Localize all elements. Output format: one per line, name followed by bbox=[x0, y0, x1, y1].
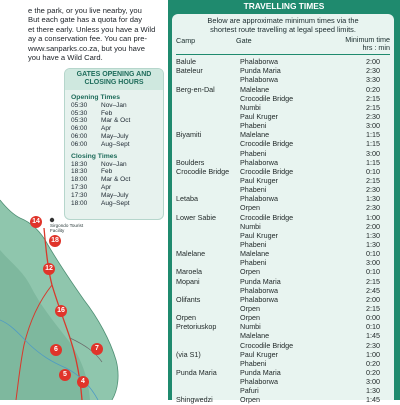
time-cell: 2:15 bbox=[366, 176, 380, 186]
time-cell: 1:30 bbox=[366, 194, 380, 204]
gate-cell: Malelane bbox=[240, 130, 270, 140]
months-value: Mar & Oct bbox=[101, 117, 131, 125]
intro-line: you have a Wild Card. bbox=[28, 53, 103, 63]
opening-heading: Opening Times bbox=[71, 93, 120, 101]
table-row bbox=[176, 103, 390, 112]
gate-cell: Phalaborwa bbox=[240, 294, 278, 304]
time-value: 17:30 bbox=[71, 183, 88, 191]
time-value: 06:00 bbox=[71, 133, 88, 140]
time-cell: 1:15 bbox=[366, 130, 380, 140]
months-value: Aug–Sept bbox=[101, 140, 130, 148]
opening-row bbox=[71, 110, 163, 118]
time-cell: 1:15 bbox=[366, 157, 380, 167]
table-row bbox=[176, 331, 390, 340]
gates-title-line: GATES OPENING AND bbox=[76, 71, 152, 78]
route-marker: 12 bbox=[43, 263, 55, 275]
time-cell: 2:30 bbox=[366, 340, 380, 350]
camp-cell: Mopani bbox=[176, 276, 200, 286]
gate-cell: Phalaborwa bbox=[240, 75, 278, 85]
table-row bbox=[176, 194, 390, 203]
time-cell: 2:00 bbox=[366, 57, 380, 67]
time-value: 05:30 bbox=[71, 101, 88, 109]
camp-cell: Crocodile Bridge bbox=[176, 166, 230, 176]
table-row bbox=[176, 57, 390, 66]
table-row bbox=[176, 203, 390, 212]
travelling-times-panel bbox=[168, 0, 400, 405]
closing-row bbox=[71, 200, 163, 208]
table-row bbox=[176, 112, 390, 121]
gates-hours-panel bbox=[64, 68, 164, 220]
gate-cell: Crocodile Bridge bbox=[240, 166, 294, 176]
table-row bbox=[176, 258, 390, 267]
gate-cell: Malelane bbox=[240, 84, 270, 94]
description-line: shortest route travelling at legal speed limits. bbox=[210, 24, 356, 34]
camp-cell: Berg-en-Dal bbox=[176, 84, 215, 94]
table-row bbox=[176, 249, 390, 258]
gate-cell: Orpen bbox=[240, 303, 260, 313]
camp-cell bbox=[176, 231, 240, 240]
camp-cell bbox=[176, 112, 240, 121]
time-cell: 2:15 bbox=[366, 102, 380, 112]
gate-cell: Orpen bbox=[240, 267, 260, 277]
gate-cell: Paul Kruger bbox=[240, 112, 278, 122]
table-row bbox=[176, 121, 390, 130]
closing-heading: Closing Times bbox=[71, 152, 118, 160]
gate-cell: Phalaborwa bbox=[240, 194, 278, 204]
table-row bbox=[176, 231, 390, 240]
gate-cell: Orpen bbox=[240, 313, 260, 323]
route-marker: 7 bbox=[91, 343, 103, 355]
gate-cell: Crocodile Bridge bbox=[240, 93, 294, 103]
table-row bbox=[176, 176, 390, 185]
camp-cell: Letaba bbox=[176, 194, 198, 204]
table-row bbox=[176, 286, 390, 295]
gate-cell: Pafuri bbox=[240, 386, 259, 396]
travelling-times-description bbox=[176, 17, 390, 34]
camp-cell bbox=[176, 149, 240, 158]
closing-row bbox=[71, 176, 163, 184]
time-value: 06:00 bbox=[71, 140, 88, 148]
camp-cell: Punda Maria bbox=[176, 367, 217, 377]
time-cell: 2:45 bbox=[366, 285, 380, 295]
gates-title-line: CLOSING HOURS bbox=[84, 79, 144, 87]
camp-cell: Malelane bbox=[176, 249, 206, 259]
route-marker: 16 bbox=[55, 305, 67, 317]
time-cell: 1:00 bbox=[366, 349, 380, 359]
table-row bbox=[176, 386, 390, 395]
camp-cell bbox=[176, 176, 240, 185]
gate-cell: Phalaborwa bbox=[240, 57, 278, 67]
time-cell: 2:00 bbox=[366, 221, 380, 231]
time-cell: 3:00 bbox=[366, 121, 380, 131]
months-value: Feb bbox=[101, 168, 113, 176]
camp-cell bbox=[176, 203, 240, 212]
table-row bbox=[176, 368, 390, 377]
gate-cell: Phabeni bbox=[240, 121, 267, 131]
gate-cell: Paul Kruger bbox=[240, 176, 278, 186]
gate-cell: Phabeni bbox=[240, 148, 267, 158]
table-row bbox=[176, 277, 390, 286]
table-row bbox=[176, 295, 390, 304]
table-row bbox=[176, 222, 390, 231]
camp-cell: Pretoriuskop bbox=[176, 322, 217, 332]
camp-cell bbox=[176, 139, 240, 148]
time-cell: 2:30 bbox=[366, 66, 380, 76]
tourist-facility-marker bbox=[50, 218, 54, 222]
months-value: Nov–Jan bbox=[101, 160, 127, 168]
gate-cell: Crocodile Bridge bbox=[240, 139, 294, 149]
time-cell: 2:15 bbox=[366, 276, 380, 286]
table-row bbox=[176, 158, 390, 167]
time-cell: 1:30 bbox=[366, 230, 380, 240]
camp-cell: Orpen bbox=[176, 313, 196, 323]
table-row bbox=[176, 75, 390, 84]
camp-cell bbox=[176, 377, 240, 386]
gate-cell: Phabeni bbox=[240, 358, 267, 368]
gate-cell: Punda Maria bbox=[240, 367, 281, 377]
closing-row bbox=[71, 168, 163, 176]
gate-cell: Punda Maria bbox=[240, 276, 281, 286]
table-row bbox=[176, 185, 390, 194]
time-cell: 1:30 bbox=[366, 386, 380, 396]
tourist-facility-label: Sirgondo Tourist Facility bbox=[50, 223, 84, 234]
gate-cell: Phabeni bbox=[240, 240, 267, 249]
route-marker: 4 bbox=[77, 376, 89, 388]
months-value: Aug–Sept bbox=[101, 199, 130, 207]
closing-row bbox=[71, 161, 163, 169]
gate-cell: Punda Maria bbox=[240, 66, 281, 76]
time-cell: 1:00 bbox=[366, 212, 380, 222]
header-time-line: Minimum time bbox=[345, 35, 390, 45]
table-row bbox=[176, 167, 390, 176]
time-cell: 2:00 bbox=[366, 294, 380, 304]
time-cell: 1:45 bbox=[366, 331, 380, 341]
gate-cell: Orpen bbox=[240, 203, 260, 213]
gate-cell: Phabeni bbox=[240, 185, 267, 195]
table-row bbox=[176, 377, 390, 386]
time-cell: 3:30 bbox=[366, 75, 380, 85]
months-value: May–July bbox=[101, 133, 129, 140]
time-cell: 3:00 bbox=[366, 258, 380, 268]
closing-row bbox=[71, 192, 163, 200]
table-row bbox=[176, 139, 390, 148]
table-row bbox=[176, 350, 390, 359]
time-value: 06:00 bbox=[71, 125, 88, 133]
camp-cell bbox=[176, 359, 240, 368]
time-value: 18:00 bbox=[71, 176, 88, 184]
table-header bbox=[176, 36, 390, 55]
months-value: Nov–Jan bbox=[101, 101, 127, 109]
gate-cell: Malelane bbox=[240, 331, 270, 341]
intro-paragraph bbox=[28, 6, 160, 62]
travelling-times-title: TRAVELLING TIMES bbox=[243, 1, 325, 11]
time-cell: 1:15 bbox=[366, 139, 380, 149]
table-row bbox=[176, 341, 390, 350]
camp-cell bbox=[176, 185, 240, 194]
camp-cell: (via S1) bbox=[176, 349, 201, 359]
time-cell: 3:00 bbox=[366, 377, 380, 387]
opening-row bbox=[71, 117, 163, 125]
camp-cell: Olifants bbox=[176, 294, 201, 304]
gate-cell: Numbi bbox=[240, 221, 261, 231]
opening-row bbox=[71, 102, 163, 110]
table-row bbox=[176, 130, 390, 139]
header-time bbox=[328, 36, 390, 52]
months-value: May–July bbox=[101, 191, 129, 199]
table-row bbox=[176, 213, 390, 222]
time-cell: 1:45 bbox=[366, 395, 380, 405]
camp-cell: Lower Sabie bbox=[176, 212, 216, 222]
gate-cell: Crocodile Bridge bbox=[240, 212, 294, 222]
camp-cell bbox=[176, 258, 240, 267]
intro-line: et there early. Unless you have a Wild bbox=[28, 24, 156, 34]
time-value: 18:30 bbox=[71, 160, 88, 168]
camp-cell: Boulders bbox=[176, 157, 205, 167]
camp-cell bbox=[176, 331, 240, 340]
opening-row bbox=[71, 125, 163, 133]
header-time-line: hrs : min bbox=[362, 43, 390, 53]
camp-cell: Bateleur bbox=[176, 66, 203, 76]
time-cell: 2:15 bbox=[366, 93, 380, 103]
gate-cell: Numbi bbox=[240, 322, 261, 332]
time-cell: 0:10 bbox=[366, 166, 380, 176]
table-row bbox=[176, 322, 390, 331]
table-row bbox=[176, 267, 390, 276]
time-cell: 2:30 bbox=[366, 112, 380, 122]
route-marker: 5 bbox=[59, 369, 71, 381]
camp-cell bbox=[176, 286, 240, 295]
intro-line: But each gate has a quota for day bbox=[28, 15, 142, 25]
route-marker: 18 bbox=[49, 235, 61, 247]
time-cell: 0:20 bbox=[366, 367, 380, 377]
months-value: Apr bbox=[101, 125, 112, 133]
intro-line: www.sanparks.co.za, but you have bbox=[28, 43, 145, 53]
description-line: Below are approximate minimum times via the bbox=[207, 16, 359, 25]
table-row bbox=[176, 85, 390, 94]
camp-cell bbox=[176, 304, 240, 313]
intro-line: e the park, or you live nearby, you bbox=[28, 6, 142, 15]
table-row bbox=[176, 149, 390, 158]
gate-cell: Phabeni bbox=[240, 258, 267, 268]
time-cell: 0:00 bbox=[366, 313, 380, 323]
camp-cell: Biyamiti bbox=[176, 130, 202, 140]
time-value: 18:00 bbox=[71, 199, 88, 207]
time-cell: 0:20 bbox=[366, 358, 380, 368]
time-cell: 0:10 bbox=[366, 322, 380, 332]
closing-row bbox=[71, 184, 163, 192]
time-cell: 0:10 bbox=[366, 267, 380, 277]
travel-times-table bbox=[176, 57, 390, 404]
table-row bbox=[176, 304, 390, 313]
gate-cell: Phalaborwa bbox=[240, 377, 278, 387]
header-camp: Camp bbox=[176, 36, 196, 46]
gate-cell: Malelane bbox=[240, 249, 270, 259]
time-cell: 2:30 bbox=[366, 203, 380, 213]
time-cell: 2:15 bbox=[366, 303, 380, 313]
camp-cell bbox=[176, 386, 240, 395]
time-cell: 3:00 bbox=[366, 148, 380, 158]
time-value: 05:30 bbox=[71, 109, 88, 117]
camp-cell bbox=[176, 75, 240, 84]
gate-cell: Paul Kruger bbox=[240, 349, 278, 359]
table-row bbox=[176, 66, 390, 75]
gate-cell: Orpen bbox=[240, 395, 260, 405]
gates-panel-title bbox=[65, 69, 163, 90]
camp-cell bbox=[176, 240, 240, 249]
route-marker: 14 bbox=[30, 216, 42, 228]
travelling-times-body bbox=[172, 14, 394, 405]
gate-cell: Paul Kruger bbox=[240, 230, 278, 240]
gate-cell: Phalaborwa bbox=[240, 285, 278, 295]
opening-row bbox=[71, 133, 163, 141]
time-value: 18:30 bbox=[71, 168, 88, 176]
time-cell: 2:30 bbox=[366, 185, 380, 195]
table-row bbox=[176, 313, 390, 322]
camp-cell bbox=[176, 121, 240, 130]
camp-cell: Maroela bbox=[176, 267, 202, 277]
months-value: Apr bbox=[101, 183, 112, 191]
camp-cell bbox=[176, 222, 240, 231]
gate-cell: Crocodile Bridge bbox=[240, 340, 294, 350]
table-row bbox=[176, 359, 390, 368]
gate-cell: Numbi bbox=[240, 102, 261, 112]
months-value: Mar & Oct bbox=[101, 176, 131, 184]
time-cell: 1:30 bbox=[366, 240, 380, 249]
table-row bbox=[176, 240, 390, 249]
route-marker: 6 bbox=[50, 344, 62, 356]
time-cell: 0:20 bbox=[366, 84, 380, 94]
opening-row bbox=[71, 141, 163, 149]
header-gate: Gate bbox=[236, 36, 252, 46]
intro-line: ay a conservation fee. You can pre- bbox=[28, 34, 148, 44]
time-cell: 0:10 bbox=[366, 249, 380, 259]
gate-cell: Phalaborwa bbox=[240, 157, 278, 167]
camp-cell bbox=[176, 103, 240, 112]
camp-cell: Balule bbox=[176, 57, 196, 67]
months-value: Feb bbox=[101, 109, 113, 117]
camp-cell: Shingwedzi bbox=[176, 395, 213, 405]
camp-cell bbox=[176, 94, 240, 103]
table-row bbox=[176, 94, 390, 103]
time-value: 17:30 bbox=[71, 191, 88, 199]
camp-cell bbox=[176, 341, 240, 350]
time-value: 05:30 bbox=[71, 117, 88, 125]
